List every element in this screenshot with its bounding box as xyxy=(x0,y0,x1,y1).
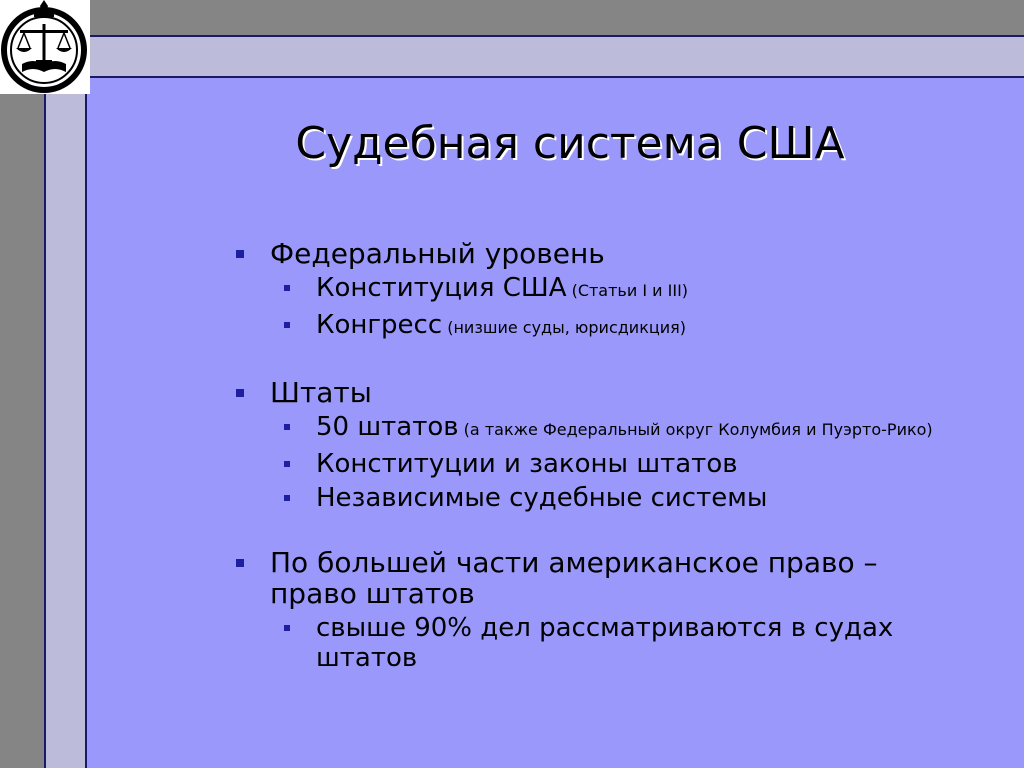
sub-bullet-constitution xyxy=(232,273,952,306)
sub-bullet-90-percent xyxy=(232,613,952,673)
scales-of-justice-icon xyxy=(0,0,90,94)
bullet-states xyxy=(232,377,952,408)
square-bullet-icon xyxy=(284,495,290,501)
sub-bullet-state-constitutions xyxy=(232,449,952,479)
square-bullet-icon xyxy=(284,461,290,467)
top-band xyxy=(44,0,1024,35)
square-bullet-icon xyxy=(236,389,244,397)
sub-bullet-independent-courts xyxy=(232,483,952,513)
bullet-federal-level xyxy=(232,238,952,269)
slide-content xyxy=(232,238,952,673)
sub-bullet-text: Конституция США xyxy=(316,273,567,303)
bullet-state-law xyxy=(232,547,952,609)
left-margin-strip xyxy=(0,0,44,768)
bullet-text: Штаты xyxy=(270,376,372,409)
bullet-text: Федеральный уровень xyxy=(270,237,605,270)
square-bullet-icon xyxy=(236,250,244,258)
sub-bullet-note: (Статьи I и III) xyxy=(566,281,689,300)
square-bullet-icon xyxy=(284,625,290,631)
slide-title: Судебная система США xyxy=(295,118,845,169)
square-bullet-icon xyxy=(284,285,290,291)
sub-bullet-text: Конституции и законы штатов xyxy=(316,449,738,479)
sub-bullet-text: 50 штатов xyxy=(316,412,459,442)
square-bullet-icon xyxy=(236,559,244,567)
sub-bullet-note: (низшие суды, юрисдикция) xyxy=(442,318,687,337)
sub-bullet-text: Конгресс xyxy=(316,310,443,340)
sub-bullet-50-states xyxy=(232,412,952,445)
sub-bullet-note: (а также Федеральный округ Колумбия и Пуэрто-Рико) xyxy=(458,420,933,439)
sub-bullet-text: Независимые судебные системы xyxy=(316,483,768,513)
square-bullet-icon xyxy=(284,424,290,430)
sub-bullet-text: свыше 90% дел рассматриваются в судах штатов xyxy=(316,613,894,673)
square-bullet-icon xyxy=(284,322,290,328)
sub-bullet-congress xyxy=(232,310,952,343)
bullet-text: По большей части американское право – право штатов xyxy=(270,546,878,610)
logo-emblem xyxy=(0,0,90,94)
